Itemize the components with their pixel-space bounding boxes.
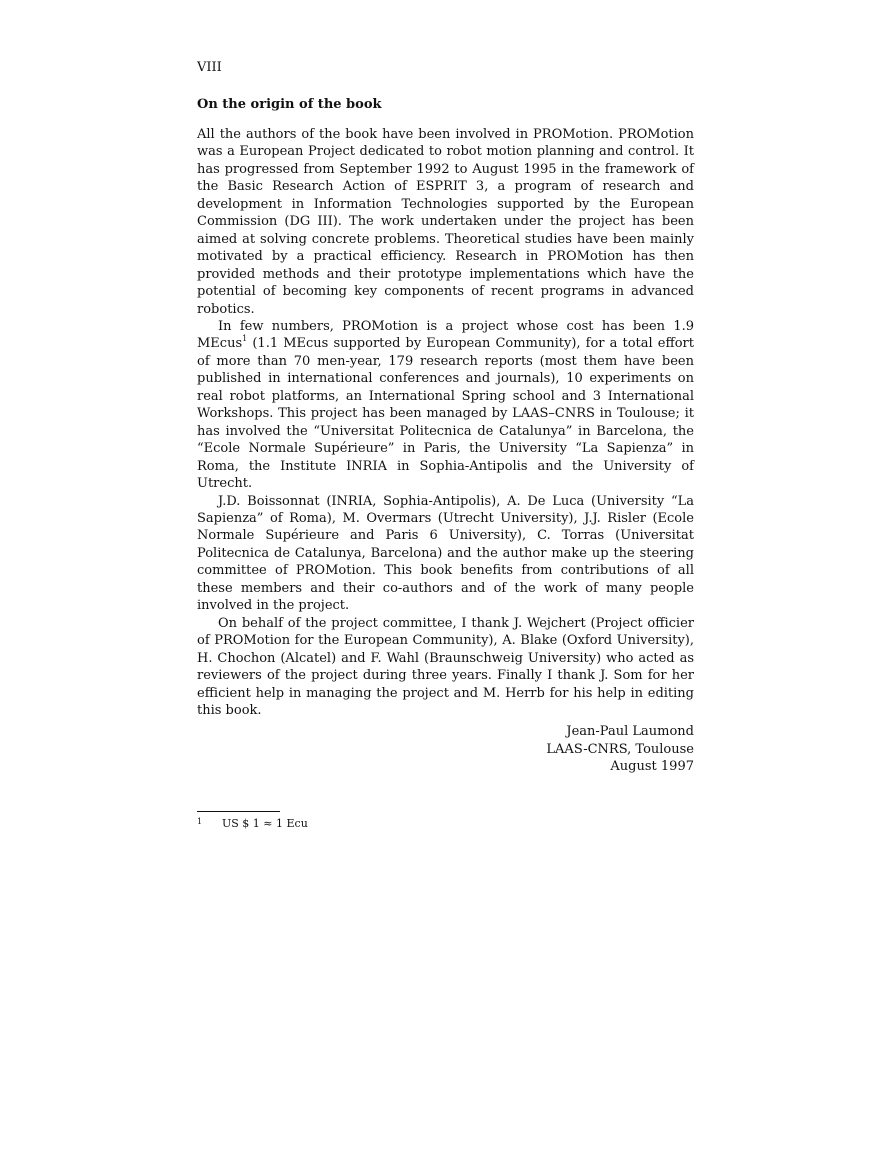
paragraph-4: On behalf of the project committee, I thank J. Wejchert (Project officier of PROMotion for the European Community), A. Blake (Oxford University), H. Chochon (Alcatel) and F. Wahl (Braunschweig University) who acted as reviewers of the project during three years. Finally I thank J. Som for her efficient help in managing the project and M. Herrb for his help in editing this book. [197,615,694,718]
author-affiliation: LAAS-CNRS, Toulouse [546,741,694,757]
paragraph-3: J.D. Boissonnat (INRIA, Sophia-Antipolis), A. De Luca (University “La Sapienza” of Roma), M. Overmars (Utrecht University), J.J. Risler (Ecole Normale Supérieure and Paris 6 University), C. Torras (Universitat Politecnica de Catalunya, Barcelona) and the author make up the steering committee of PROMotion. This book benefits from contributions of all these members and their co-authors and of the work of many people involved in the project. [197,493,694,614]
author-name: Jean-Paul Laumond [566,724,694,739]
signature-block [450,723,694,776]
paragraph-2-rest: (1.1 MEcus supported by European Community), for a total effort of more than 70 men-year, 179 research reports (most them have been published in international conferences and journals), 10 experiments on real robot platforms, an International Spring school and 3 International Workshops. This project has been managed by LAAS–CNRS in Toulouse; it has involved the “Universitat Politecnica de Catalunya” in Barcelona, the “Ecole Normale Supérieure” in Paris, the University “La Sapienza” in Roma, the Institute INRIA in Sophia-Antipolis and the University of Utrecht. [197,336,694,492]
section-heading: On the origin of the book [197,97,382,112]
footnote-mark: 1 [197,817,203,826]
paragraph-1: All the authors of the book have been involved in PROMotion. PROMotion was a European Project dedicated to robot motion planning and control. It has progressed from September 1992 to August 1995 in the framework of the Basic Research Action of ESPRIT 3, a program of research and development in Information Technologies supported by the European Commission (DG III). The work undertaken under the project has been aimed at solving concrete problems. Theoretical studies have been mainly motivated by a practical efficiency. Research in PROMotion has then provided methods and their prototype implementations which have the potential of becoming key components of recent programs in advanced robotics. [197,127,694,317]
body-text [197,126,694,719]
paragraph-2-start: In few numbers, PROMotion is a project whose cost has been 1.9 MEcus [197,318,694,352]
footnote-rule [197,811,280,812]
footnote [197,815,308,831]
footnote-text: US $ 1 ≈ 1 Ecu [222,817,308,830]
page-number: VIII [197,60,222,75]
footnote-reference: 1 [242,334,248,344]
signature-date: August 1997 [610,759,694,774]
paragraph-2 [197,318,694,493]
